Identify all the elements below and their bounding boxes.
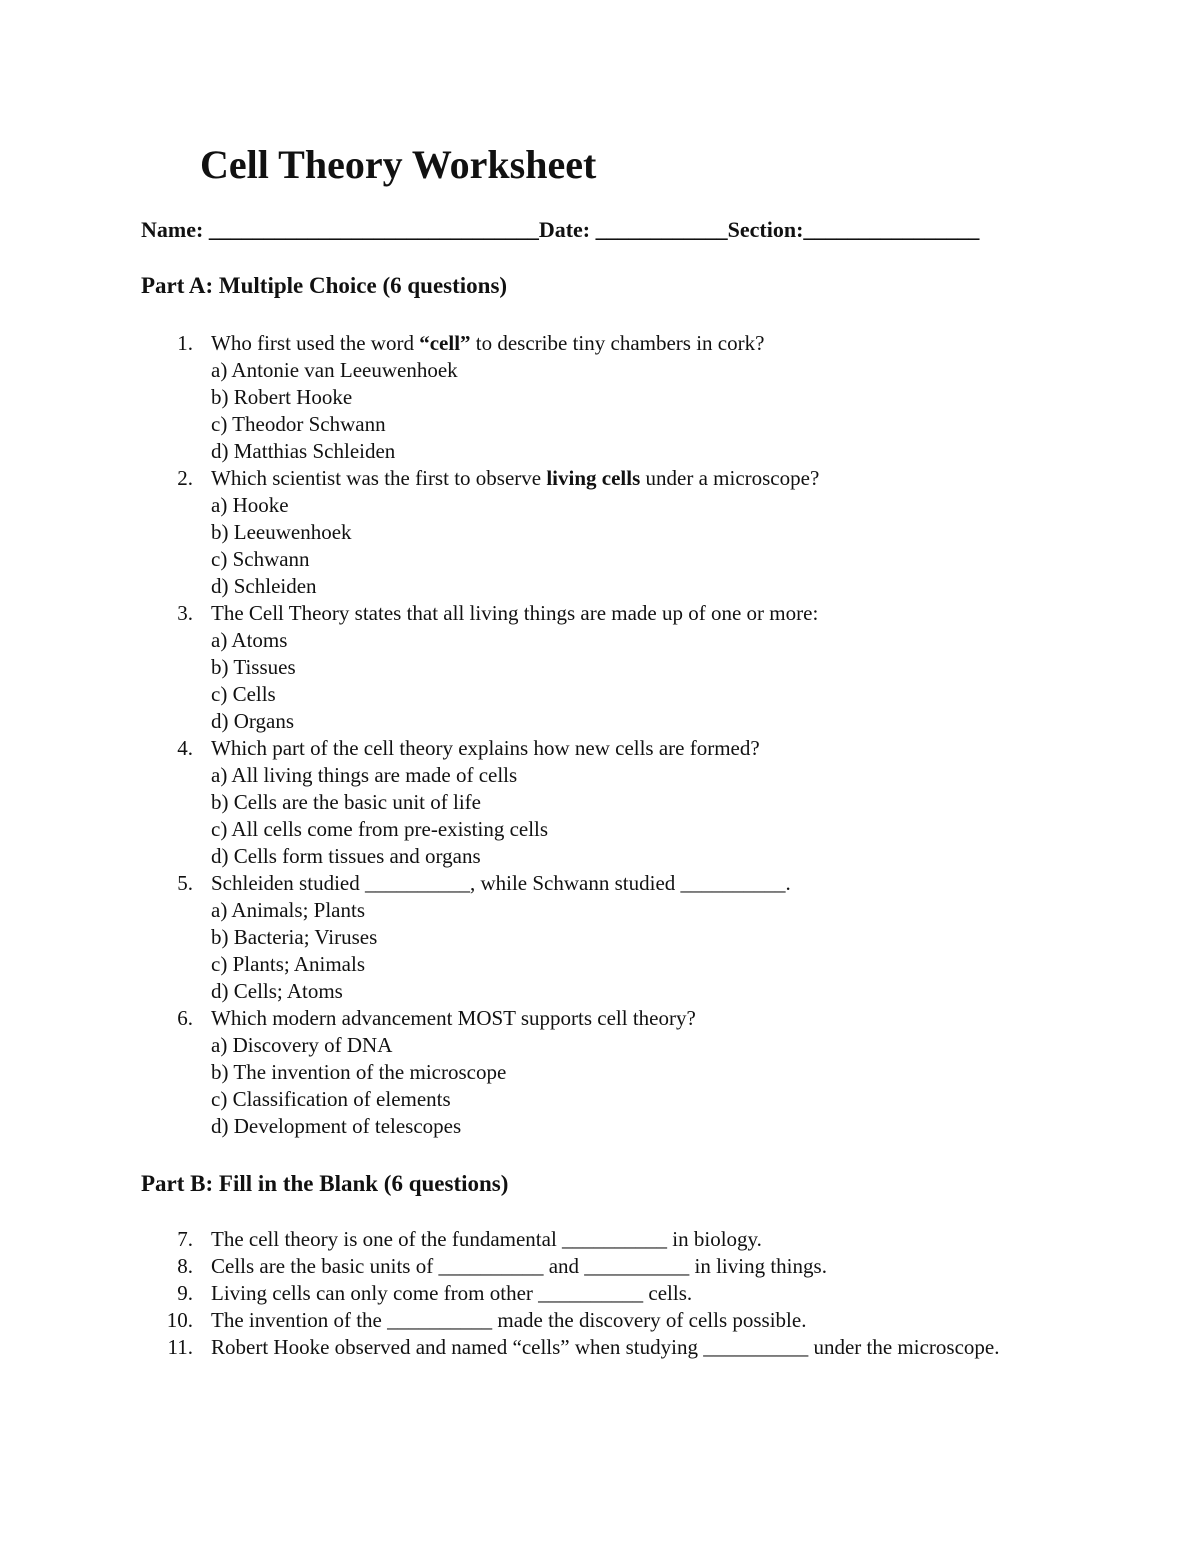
- part-a-heading: Part A: Multiple Choice (6 questions): [141, 273, 508, 298]
- answer-option: c) Theodor Schwann: [211, 412, 386, 436]
- question-text: The cell theory is one of the fundamental __________ in biology.: [211, 1227, 762, 1251]
- question-number: 3.: [177, 601, 193, 625]
- answer-option: d) Schleiden: [211, 574, 317, 598]
- answer-option: c) All cells come from pre-existing cells: [211, 817, 549, 841]
- answer-option: d) Development of telescopes: [211, 1114, 462, 1138]
- question-item: [141, 1280, 1001, 1307]
- question-text: Which modern advancement MOST supports cell theory?: [211, 1006, 696, 1030]
- question-item: [141, 600, 819, 735]
- answer-option: a) Hooke: [211, 493, 289, 517]
- answer-option: a) Discovery of DNA: [211, 1033, 393, 1057]
- date-blank: ____________: [595, 217, 728, 242]
- question-number: 1.: [177, 331, 193, 355]
- name-label: Name:: [141, 217, 204, 242]
- answer-option: a) Antonie van Leeuwenhoek: [211, 358, 458, 382]
- date-label: Date:: [538, 217, 591, 242]
- question-item: [141, 1005, 819, 1140]
- question-text: Cells are the basic units of __________ and __________ in living things.: [211, 1254, 827, 1278]
- question-number: 2.: [177, 466, 193, 490]
- answer-option: b) Tissues: [211, 655, 296, 679]
- question-text: The Cell Theory states that all living things are made up of one or more:: [211, 601, 819, 625]
- page-title: Cell Theory Worksheet: [200, 142, 597, 187]
- answer-option: c) Plants; Animals: [211, 952, 365, 976]
- question-item: [141, 1307, 1001, 1334]
- answer-option: a) Animals; Plants: [211, 898, 365, 922]
- answer-option: b) The invention of the microscope: [211, 1060, 507, 1084]
- question-text: Who first used the word “cell” to describe tiny chambers in cork?: [211, 331, 765, 355]
- answer-option: d) Organs: [211, 709, 295, 733]
- answer-option: c) Cells: [211, 682, 276, 706]
- answer-option: d) Cells; Atoms: [211, 979, 343, 1003]
- student-info-line: [141, 216, 979, 244]
- question-number: 9.: [177, 1281, 193, 1305]
- question-item: [141, 735, 819, 870]
- question-text: The invention of the __________ made the discovery of cells possible.: [211, 1308, 807, 1332]
- answer-option: d) Cells form tissues and organs: [211, 844, 481, 868]
- multiple-choice-list: [141, 330, 819, 1140]
- question-item: [141, 330, 819, 465]
- section-label: Section:: [727, 217, 804, 242]
- answer-option: c) Schwann: [211, 547, 310, 571]
- fill-in-blank-list: [141, 1226, 1001, 1361]
- question-number: 7.: [177, 1227, 193, 1251]
- question-item: [141, 1334, 1001, 1361]
- question-number: 10.: [166, 1308, 193, 1332]
- answer-option: b) Leeuwenhoek: [211, 520, 352, 544]
- question-item: [141, 1226, 1001, 1253]
- question-number: 11.: [167, 1335, 193, 1359]
- answer-option: a) Atoms: [211, 628, 288, 652]
- answer-option: d) Matthias Schleiden: [211, 439, 396, 463]
- answer-option: b) Bacteria; Viruses: [211, 925, 378, 949]
- question-item: [141, 1253, 1001, 1280]
- question-item: [141, 465, 819, 600]
- question-text: Living cells can only come from other __________ cells.: [211, 1281, 693, 1305]
- question-text: Which part of the cell theory explains how new cells are formed?: [211, 736, 760, 760]
- answer-option: b) Robert Hooke: [211, 385, 353, 409]
- question-number: 4.: [177, 736, 193, 760]
- section-blank: ________________: [803, 217, 980, 242]
- answer-option: c) Classification of elements: [211, 1087, 451, 1111]
- question-text: Robert Hooke observed and named “cells” when studying __________ under the microscope.: [211, 1335, 1000, 1359]
- question-number: 8.: [177, 1254, 193, 1278]
- name-blank: ______________________________: [208, 217, 539, 242]
- question-number: 6.: [177, 1006, 193, 1030]
- part-b-heading: Part B: Fill in the Blank (6 questions): [141, 1171, 509, 1196]
- question-number: 5.: [177, 871, 193, 895]
- question-item: [141, 870, 819, 1005]
- answer-option: b) Cells are the basic unit of life: [211, 790, 481, 814]
- question-text: Schleiden studied __________, while Schwann studied __________.: [211, 871, 791, 895]
- question-text: Which scientist was the first to observe living cells under a microscope?: [211, 466, 820, 490]
- answer-option: a) All living things are made of cells: [211, 763, 518, 787]
